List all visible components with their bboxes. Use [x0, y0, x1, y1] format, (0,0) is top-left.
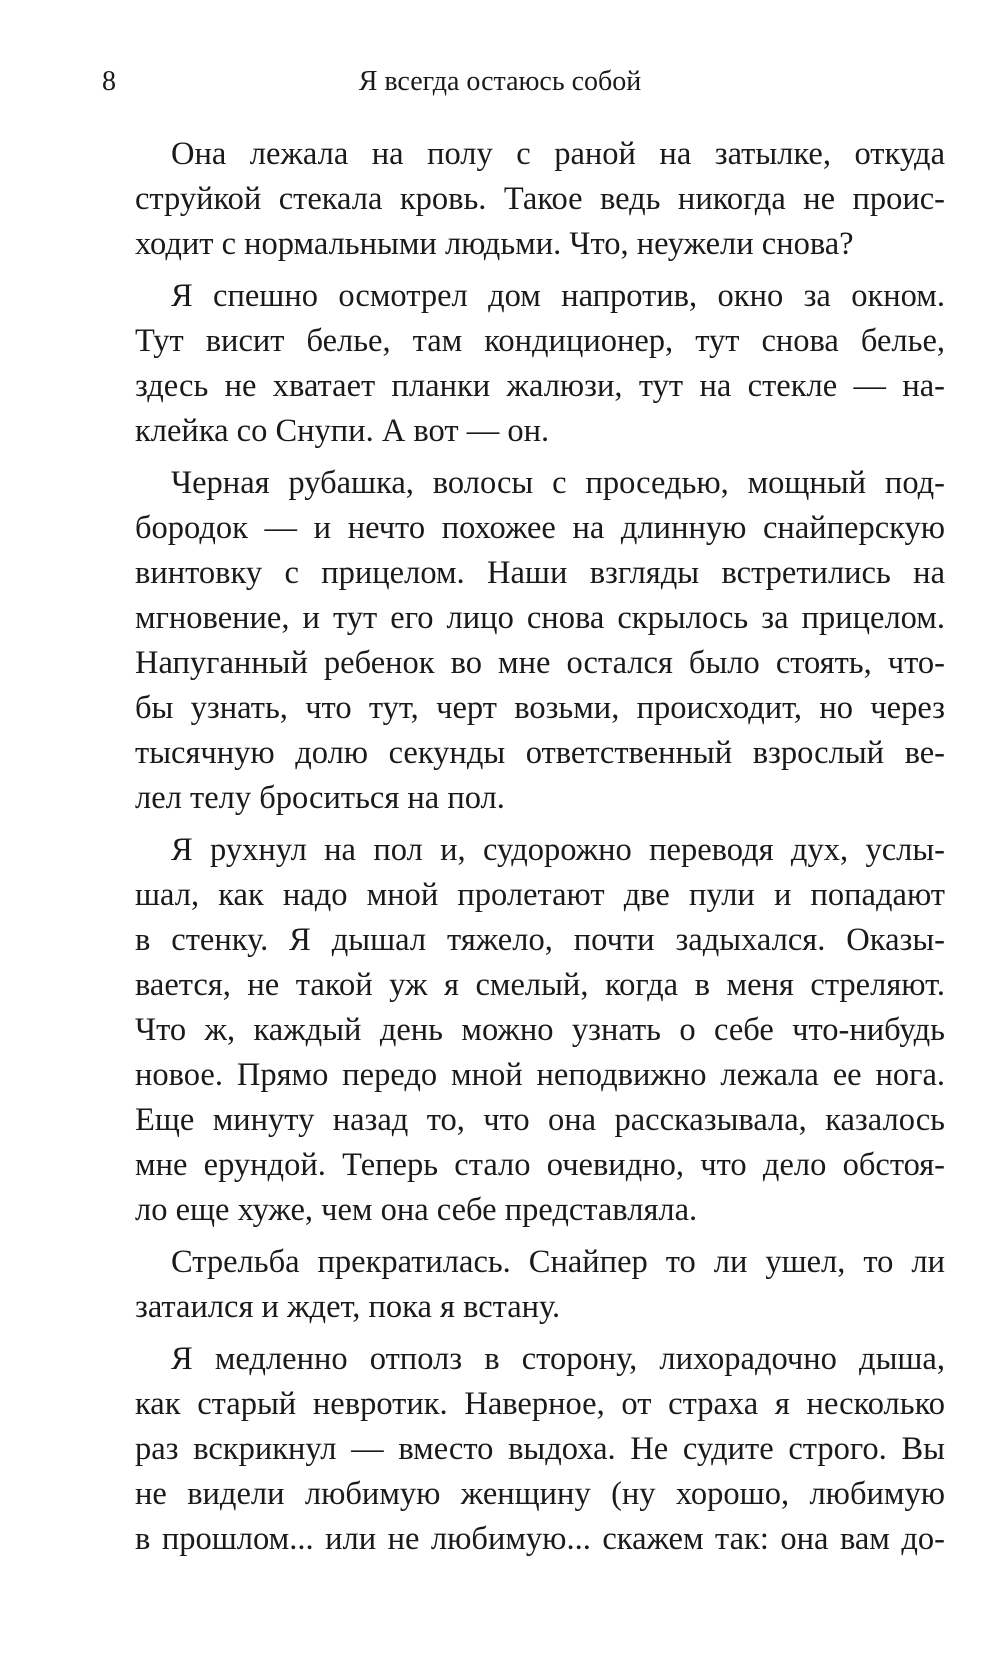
text-line: винтовку с прицелом. Наши взгляды встретились на	[135, 555, 945, 591]
text-line: бородок — и нечто похожее на длинную снайперскую	[135, 510, 945, 546]
paragraph	[135, 1240, 945, 1330]
text-line: Напуганный ребенок во мне остался было стоять, что-	[135, 645, 945, 681]
paragraph	[135, 1337, 945, 1562]
text-line: клейка со Снупи. А вот — он.	[135, 413, 550, 449]
text-line: лел телу броситься на пол.	[135, 780, 505, 816]
text-line: ходит с нормальными людьми. Что, неужели снова?	[135, 226, 854, 262]
text-line: как старый невротик. Наверное, от страха я несколько	[135, 1386, 945, 1422]
body-text	[135, 132, 945, 1569]
running-head	[0, 62, 1000, 102]
paragraph	[135, 461, 945, 821]
book-title: Я всегда остаюсь собой	[358, 66, 642, 97]
text-line: вается, не такой уж я смелый, когда в меня стреляют.	[135, 967, 945, 1003]
page-number: 8	[102, 66, 116, 97]
text-line: раз вскрикнул — вместо выдоха. Не судите строго. Вы	[135, 1431, 945, 1467]
paragraph	[135, 132, 945, 267]
text-line: здесь не хватает планки жалюзи, тут на стекле — на-	[135, 368, 945, 404]
text-line: шал, как надо мной пролетают две пули и попадают	[135, 877, 945, 913]
text-line: струйкой стекала кровь. Такое ведь никогда не проис-	[135, 181, 945, 217]
text-line: тысячную долю секунды ответственный взрослый ве-	[135, 735, 945, 771]
text-line: новое. Прямо передо мной неподвижно лежала ее нога.	[135, 1057, 945, 1093]
paragraph	[135, 828, 945, 1233]
text-line: не видели любимую женщину (ну хорошо, любимую	[135, 1476, 945, 1512]
text-line: ло еще хуже, чем она себе представляла.	[135, 1192, 698, 1228]
text-line: Черная рубашка, волосы с проседью, мощный под-	[171, 465, 945, 501]
text-line: в стенку. Я дышал тяжело, почти задыхался. Оказы-	[135, 922, 945, 958]
text-line: Еще минуту назад то, что она рассказывала, казалось	[135, 1102, 945, 1138]
text-line: Что ж, каждый день можно узнать о себе что-нибудь	[135, 1012, 945, 1048]
text-line: Я рухнул на пол и, судорожно переводя дух, услы-	[171, 832, 945, 868]
text-line: Я медленно отполз в сторону, лихорадочно дыша,	[171, 1341, 945, 1377]
text-line: Она лежала на полу с раной на затылке, откуда	[171, 136, 945, 172]
text-line: мне ерундой. Теперь стало очевидно, что дело обстоя-	[135, 1147, 945, 1183]
text-line: бы узнать, что тут, черт возьми, происходит, но через	[135, 690, 945, 726]
text-line: мгновение, и тут его лицо снова скрылось за прицелом.	[135, 600, 945, 636]
text-line: в прошлом... или не любимую... скажем так: она вам до-	[135, 1521, 945, 1557]
text-line: Я спешно осмотрел дом напротив, окно за окном.	[171, 278, 945, 314]
text-line: Тут висит белье, там кондиционер, тут снова белье,	[135, 323, 945, 359]
text-line: затаился и ждет, пока я встану.	[135, 1289, 561, 1325]
text-line: Стрельба прекратилась. Снайпер то ли ушел, то ли	[171, 1244, 945, 1280]
paragraph	[135, 274, 945, 454]
